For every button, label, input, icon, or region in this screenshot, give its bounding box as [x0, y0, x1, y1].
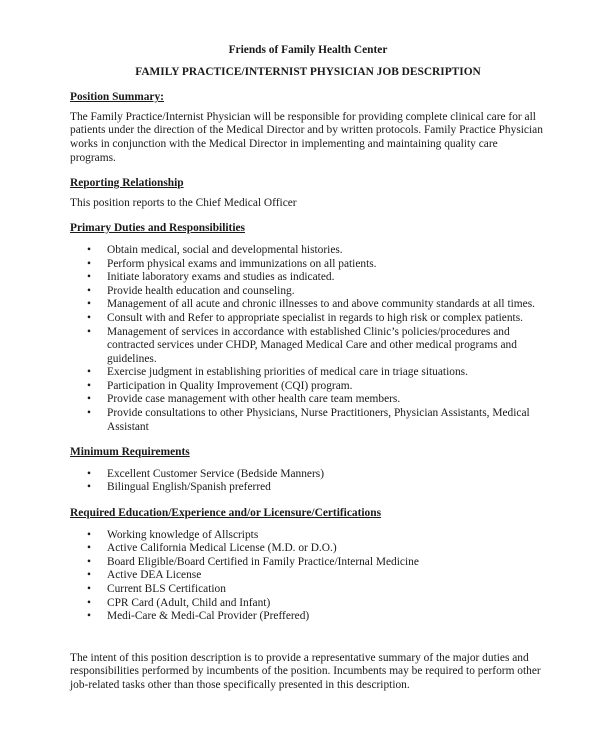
duties-heading: Primary Duties and Responsibilities	[70, 222, 245, 235]
list-item: • Excellent Customer Service (Bedside Manners)	[70, 468, 546, 482]
list-item: • Consult with and Refer to appropriate specialist in regards to high risk or complex patients.	[70, 312, 546, 326]
reporting-text: This position reports to the Chief Medical Officer	[70, 196, 297, 209]
section-spacer	[70, 624, 546, 652]
education-list	[70, 529, 546, 624]
list-item: • Active California Medical License (M.D. or D.O.)	[70, 542, 546, 556]
reporting-heading: Reporting Relationship	[70, 177, 184, 190]
list-item: • CPR Card (Adult, Child and Infant)	[70, 597, 546, 611]
list-item: • Management of all acute and chronic illnesses to and above community standards at all times.	[70, 298, 546, 312]
list-item: • Perform physical exams and immunizations on all patients.	[70, 258, 546, 272]
list-item: • Exercise judgment in establishing priorities of medical care in triage situations.	[70, 366, 546, 380]
list-item: • Bilingual English/Spanish preferred	[70, 481, 546, 495]
list-item: • Medi-Care & Medi-Cal Provider (Preffered)	[70, 610, 546, 624]
organization-name: Friends of Family Health Center	[228, 44, 388, 56]
minimum-requirements-heading: Minimum Requirements	[70, 446, 190, 459]
list-item: • Participation in Quality Improvement (CQI) program.	[70, 380, 546, 394]
list-item: • Provide consultations to other Physicians, Nurse Practitioners, Physician Assistants, Medical Assistant	[70, 407, 546, 434]
list-item: • Current BLS Certification	[70, 583, 546, 597]
list-item: • Provide case management with other health care team members.	[70, 393, 546, 407]
list-item: • Provide health education and counseling.	[70, 285, 546, 299]
list-item: • Obtain medical, social and developmental histories.	[70, 244, 546, 258]
list-item: • Working knowledge of Allscripts	[70, 529, 546, 543]
list-item: • Management of services in accordance with established Clinic’s policies/procedures and contracted services under CHDP, Managed Medical Care and other medical programs and guidelines.	[70, 326, 546, 367]
position-summary-text: The Family Practice/Internist Physician will be responsible for providing complete clinical care for all patients under the direction of the Medical Director and by written protocols. Family Practice Physician works in conjunction with the Medical Director in implementing and maintaining quality care programs.	[70, 110, 543, 164]
duties-list	[70, 244, 546, 434]
list-item: • Initiate laboratory exams and studies as indicated.	[70, 271, 546, 285]
minimum-requirements-list	[70, 468, 546, 495]
list-item: • Board Eligible/Board Certified in Family Practice/Internal Medicine	[70, 556, 546, 570]
footer-note: The intent of this position description is to provide a representative summary of the major duties and responsibilities performed by incumbents of the position. Incumbents may be required to perform other job-related tasks other than those specifically presented in this description.	[70, 651, 541, 691]
list-item: • Active DEA License	[70, 569, 546, 583]
position-summary-heading: Position Summary:	[70, 91, 164, 104]
education-heading: Required Education/Experience and/or Licensure/Certifications	[70, 507, 382, 520]
document-title: FAMILY PRACTICE/INTERNIST PHYSICIAN JOB DESCRIPTION	[135, 65, 481, 78]
